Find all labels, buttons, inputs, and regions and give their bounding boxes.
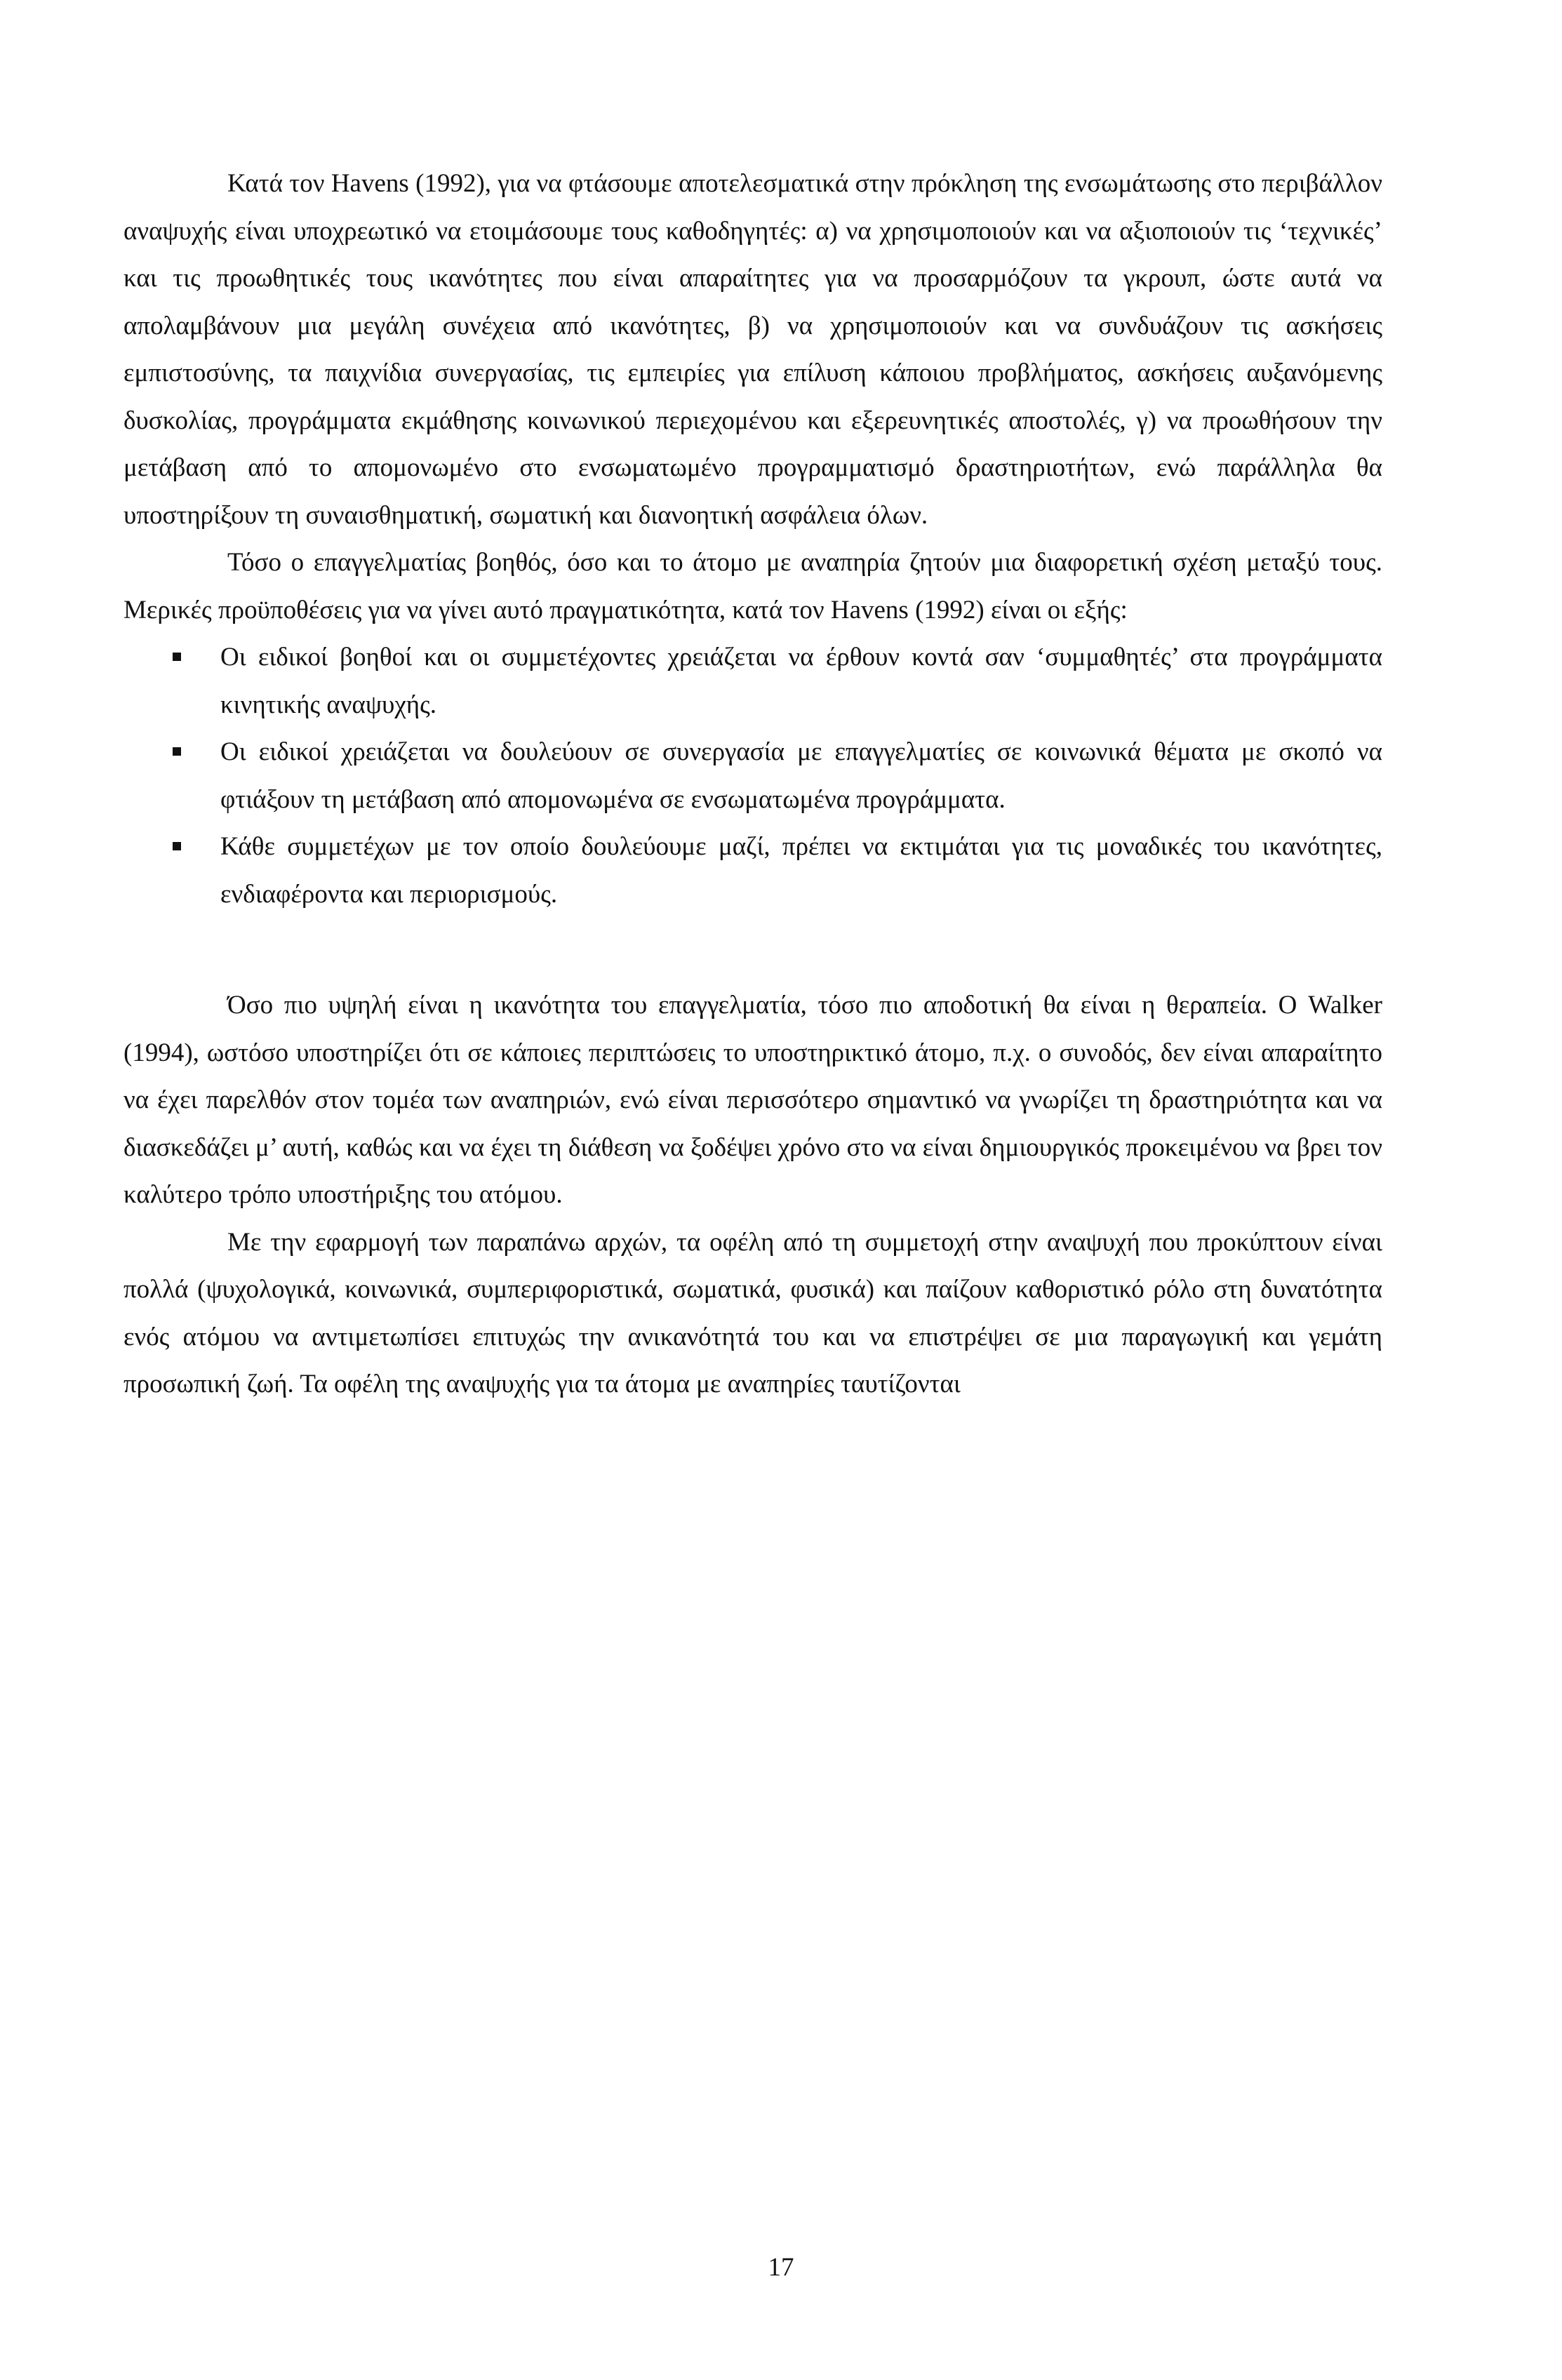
square-bullet-icon: [173, 842, 181, 850]
list-item: [124, 728, 1382, 823]
list-item: [124, 634, 1382, 728]
paragraph-havens-preparation: Κατά τον Havens (1992), για να φτάσουμε αποτελεσματικά στην πρόκληση της ενσωμάτωσης στο περιβάλλον αναψυχής είναι υποχρεωτικό να ετοιμάσουμε τους καθοδηγητές: α) να χρησιμοποιούν και να αξιοποιούν τις ‘τεχνικές’ και τις προωθητικές τους ικανότητες που είναι απαραίτητες για να προσαρμόζουν τα γκρουπ, ώστε αυτά να απολαμβάνουν μια μεγάλη συνέχεια από ικανότητες, β) να χρησιμοποιούν και να συνδυάζουν τις ασκήσεις εμπιστοσύνης, τα παιχνίδια συνεργασίας, τις εμπειρίες για επίλυση κάποιου προβλήματος, ασκήσεις αυξανόμενης δυσκολίας, προγράμματα εκμάθησης κοινωνικού περιεχομένου και εξερευνητικές αποστολές, γ) να προωθήσουν την μετάβαση από το απομονωμένο στο ενσωματωμένο προγραμματισμό δραστηριοτήτων, ενώ παράλληλα θα υποστηρίξουν τη συναισθηματική, σωματική και διανοητική ασφάλεια όλων.: [124, 169, 1382, 530]
paragraph-professional-relationship: Τόσο ο επαγγελματίας βοηθός, όσο και το άτομο με αναπηρία ζητούν μια διαφορετική σχέση μεταξύ τους. Μερικές προϋποθέσεις για να γίνει αυτό πραγματικότητα, κατά τον Havens (1992) είναι οι εξής:: [124, 548, 1382, 624]
square-bullet-icon: [173, 747, 181, 756]
list-item-text: Οι ειδικοί χρειάζεται να δουλεύουν σε συνεργασία με επαγγελματίες σε κοινωνικά θέματα με σκοπό να φτιάξουν τη μετάβαση από απομονωμένα σε ενσωματωμένα προγράμματα.: [220, 737, 1382, 814]
paragraph-walker: Όσο πιο υψηλή είναι η ικανότητα του επαγγελματία, τόσο πιο αποδοτική θα είναι η θεραπεία. Ο Walker (1994), ωστόσο υποστηρίζει ότι σε κάποιες περιπτώσεις το υποστηρικτικό άτομο, π.χ. ο συνοδός, δεν είναι απαραίτητο να έχει παρελθόν στον τομέα των αναπηριών, ενώ είναι περισσότερο σημαντικό να γνωρίζει τη δραστηριότητα και να διασκεδάζει μ’ αυτή, καθώς και να έχει τη διάθεση να ξοδέψει χρόνο στο να είναι δημιουργικός προκειμένου να βρει τον καλύτερο τρόπο υποστήριξης του ατόμου.: [124, 991, 1382, 1209]
list-item: [124, 823, 1382, 918]
page-number: 17: [768, 2253, 794, 2282]
paragraph-benefits: Με την εφαρμογή των παραπάνω αρχών, τα οφέλη από τη συμμετοχή στην αναψυχή που προκύπτουν είναι πολλά (ψυχολογικά, κοινωνικά, συμπεριφοριστικά, σωματικά, φυσικά) και παίζουν καθοριστικό ρόλο στη δυνατότητα ενός ατόμου να αντιμετωπίσει επιτυχώς την ανικανότητά του και να επιστρέψει σε μια παραγωγική και γεμάτη προσωπική ζωή. Τα οφέλη της αναψυχής για τα άτομα με αναπηρίες ταυτίζονται: [124, 1227, 1382, 1398]
square-bullet-icon: [173, 653, 181, 661]
prerequisites-list: [124, 634, 1382, 918]
list-item-text: Οι ειδικοί βοηθοί και οι συμμετέχοντες χρειάζεται να έρθουν κοντά σαν ‘συμμαθητές’ στα προγράμματα κινητικής αναψυχής.: [220, 643, 1382, 719]
page-body: [124, 160, 1382, 1408]
list-item-text: Κάθε συμμετέχων με τον οποίο δουλεύουμε μαζί, πρέπει να εκτιμάται για τις μοναδικές του ικανότητες, ενδιαφέροντα και περιορισμούς.: [220, 832, 1382, 909]
